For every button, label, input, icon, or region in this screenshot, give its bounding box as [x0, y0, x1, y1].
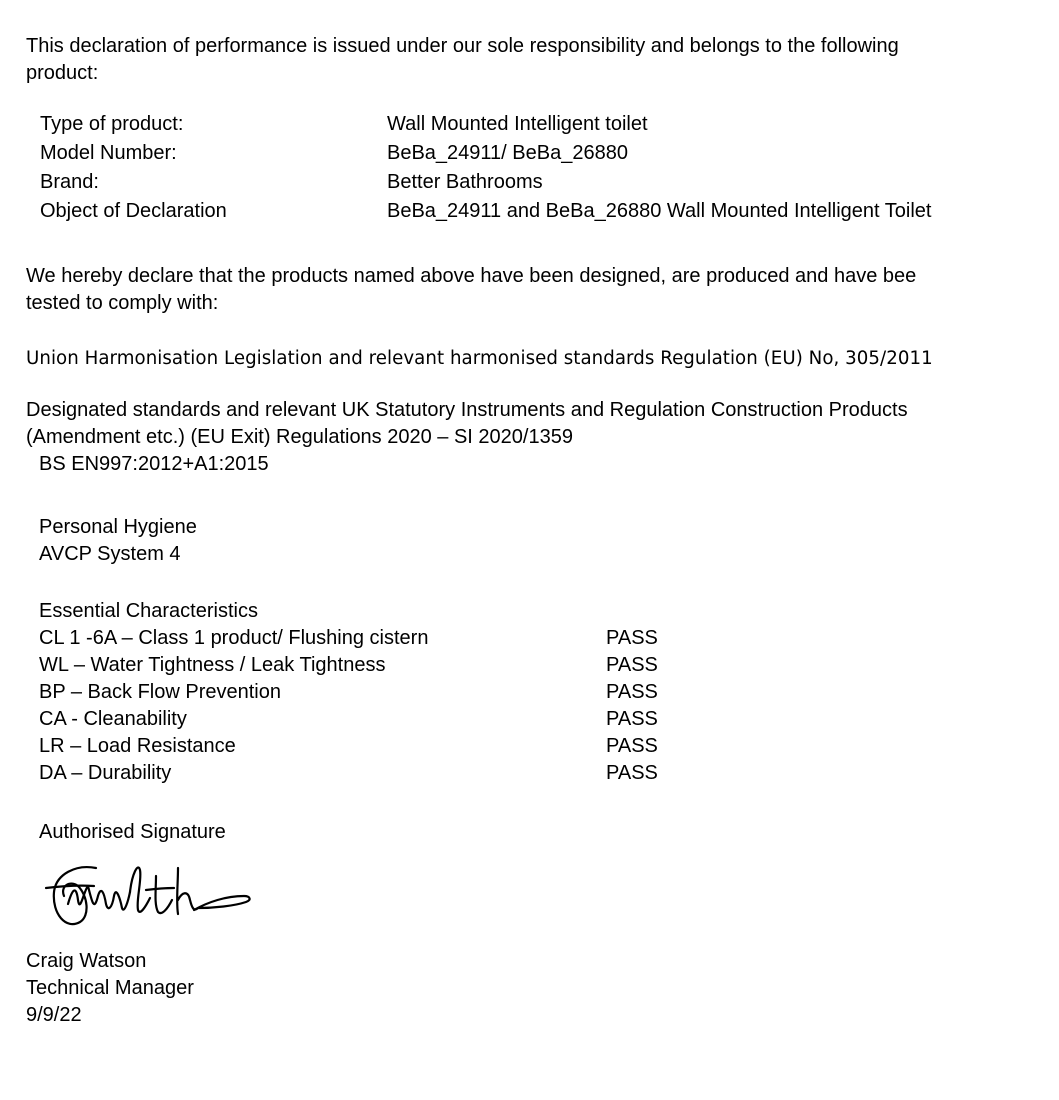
detail-row-object — [40, 197, 931, 226]
essential-characteristics — [39, 598, 658, 787]
characteristic-name: BP – Back Flow Prevention — [39, 681, 281, 703]
characteristic-row — [39, 706, 658, 733]
characteristic-row — [39, 652, 658, 679]
declaration-paragraph — [26, 263, 916, 317]
declaration-line-1: We hereby declare that the products named above have been designed, are produced and have bee — [26, 265, 917, 287]
detail-value: BeBa_24911 and BeBa_26880 Wall Mounted Intelligent Toilet — [387, 200, 932, 222]
characteristic-result: PASS — [606, 735, 658, 757]
designated-line-2: (Amendment etc.) (EU Exit) Regulations 2020 – SI 2020/1359 — [26, 426, 573, 448]
detail-value: Better Bathrooms — [387, 171, 543, 193]
detail-label: Brand: — [40, 171, 99, 193]
signatory-name: Craig Watson — [26, 950, 147, 972]
intro-paragraph — [26, 33, 1059, 87]
designated-standards — [26, 397, 908, 478]
characteristic-name: LR – Load Resistance — [39, 735, 236, 757]
characteristic-result: PASS — [606, 762, 658, 784]
intro-line-2: product: — [26, 62, 99, 84]
detail-label: Type of product: — [40, 113, 184, 135]
characteristic-row — [39, 760, 658, 787]
standard-reference: BS EN997:2012+A1:2015 — [39, 453, 269, 475]
hygiene-section — [39, 514, 197, 568]
characteristic-name: CA - Cleanability — [39, 708, 187, 730]
detail-row-brand — [40, 168, 931, 197]
union-legislation-line: Union Harmonisation Legislation and relevant harmonised standards Regulation (EU) No, 305/2011 — [26, 348, 933, 369]
characteristic-result: PASS — [606, 627, 658, 649]
characteristic-row — [39, 679, 658, 706]
characteristic-result: PASS — [606, 681, 658, 703]
hygiene-line-2: AVCP System 4 — [39, 543, 181, 565]
detail-value: Wall Mounted Intelligent toilet — [387, 113, 648, 135]
signatory-title: Technical Manager — [26, 977, 194, 999]
designated-line-1: Designated standards and relevant UK Statutory Instruments and Regulation Construction Products — [26, 399, 908, 421]
detail-value: BeBa_24911/ BeBa_26880 — [387, 142, 628, 164]
characteristic-row — [39, 733, 658, 760]
characteristic-result: PASS — [606, 654, 658, 676]
essential-heading: Essential Characteristics — [39, 600, 258, 622]
product-details — [40, 110, 931, 226]
declaration-line-2: tested to comply with: — [26, 292, 219, 314]
detail-row-type — [40, 110, 931, 139]
signatory-date: 9/9/22 — [26, 1004, 82, 1026]
detail-label: Object of Declaration — [40, 200, 227, 222]
characteristic-result: PASS — [606, 708, 658, 730]
hygiene-line-1: Personal Hygiene — [39, 516, 197, 538]
characteristic-name: WL – Water Tightness / Leak Tightness — [39, 654, 386, 676]
authorised-signature-label: Authorised Signature — [39, 821, 226, 843]
handwritten-signature — [38, 856, 258, 938]
characteristic-name: DA – Durability — [39, 762, 172, 784]
signatory-block — [26, 948, 194, 1029]
characteristic-name: CL 1 -6A – Class 1 product/ Flushing cistern — [39, 627, 429, 649]
intro-line-1: This declaration of performance is issued under our sole responsibility and belongs to the following — [26, 35, 899, 57]
characteristic-row — [39, 625, 658, 652]
detail-label: Model Number: — [40, 142, 177, 164]
detail-row-model — [40, 139, 931, 168]
